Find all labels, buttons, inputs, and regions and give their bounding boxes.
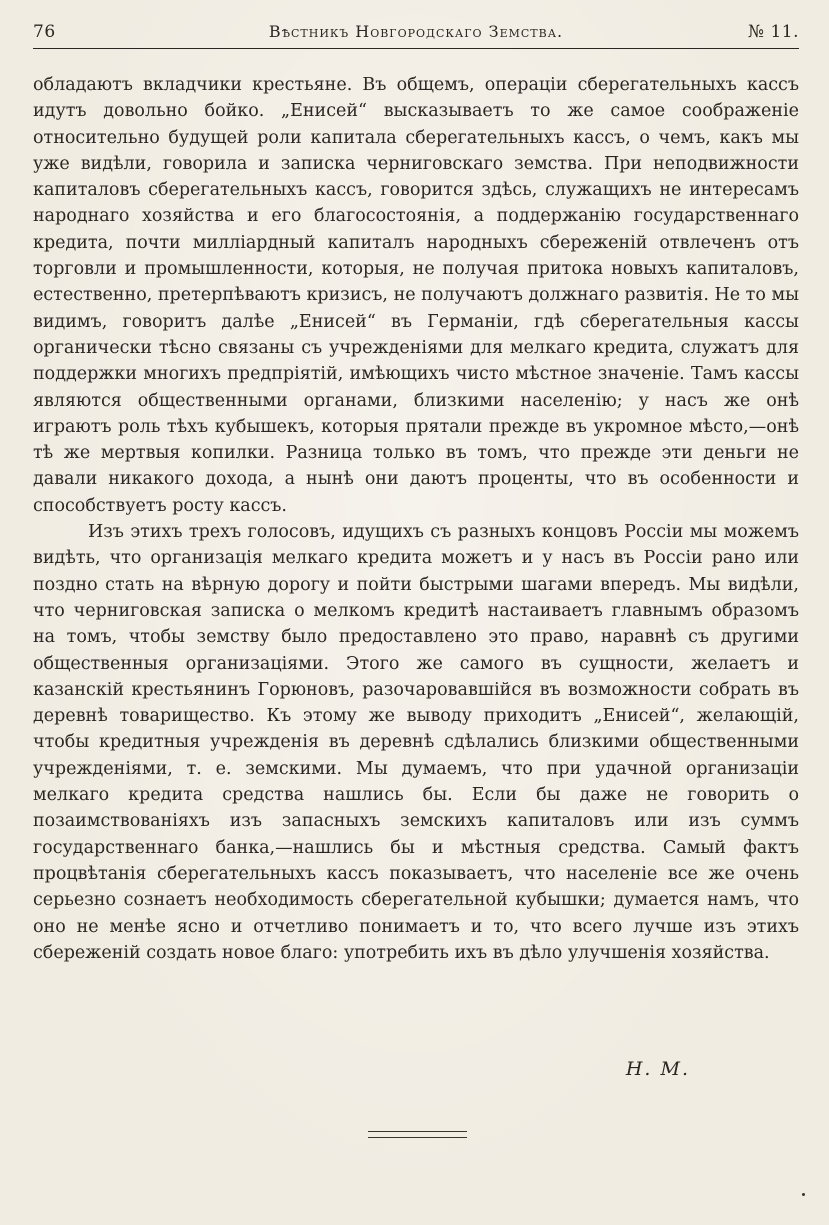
article-body [33, 72, 799, 966]
page-number: 76 [33, 22, 56, 42]
paragraph-1: обладаютъ вкладчики крестьяне. Въ общемъ, операціи сберегательныхъ кассъ идутъ довольно бойко. „Енисей“ высказываетъ то же самое соображеніе относительно будущей роли капитала сберегательныхъ кассъ, о чемъ, какъ мы уже видѣли, говорила и записка черниговскаго земства. При неподвижности капиталовъ сберегательныхъ кассъ, говорится здѣсь, служащихъ не интересамъ народнаго хозяйства и его благосостоянія, а поддержанію государственнаго кредита, почти милліардный капиталъ народныхъ сбереженій отвлеченъ отъ торговли и промышленности, которыя, не получая притока новыхъ капиталовъ, естественно, претерпѣваютъ кризисъ, не получаютъ должнаго развитія. Не то мы видимъ, говоритъ далѣе „Енисей“ въ Германіи, гдѣ сберегательныя кассы органически тѣсно связаны съ учрежденіями для мелкаго кредита, служатъ для поддержки многихъ предпріятій, имѣющихъ чисто мѣстное значеніе. Тамъ кассы являются общественными органами, близкими населенію; у насъ же онѣ играютъ роль тѣхъ кубышекъ, которыя прятали прежде въ укромное мѣсто,—онѣ тѣ же мертвыя копилки. Разница только въ томъ, что прежде эти деньги не давали никакого дохода, а нынѣ они даютъ проценты, что въ особенности и способствуетъ росту кассъ. [33, 75, 799, 516]
end-ornament-rule [368, 1131, 467, 1138]
print-speck [802, 1193, 805, 1196]
issue-number: № 11. [747, 22, 799, 42]
running-header [33, 20, 799, 48]
header-rule [33, 48, 799, 49]
author-signature: Н. М. [625, 1058, 690, 1080]
journal-title: Вѣстникъ Новгородскаго Земства. [268, 22, 564, 41]
paragraph-2: Изъ этихъ трехъ голосовъ, идущихъ съ разныхъ концовъ Россіи мы можемъ видѣть, что организація мелкаго кредита можетъ и у насъ въ Россіи рано или поздно стать на вѣрную дорогу и пойти быстрыми шагами впередъ. Мы видѣли, что черниговская записка о мелкомъ кредитѣ настаиваетъ главнымъ образомъ на томъ, чтобы земству было предоставлено это право, наравнѣ съ другими общественныя организаціями. Этого же самого въ сущности, желаетъ и казанскій крестьянинъ Горюновъ, разочаровавшійся въ возможности собрать въ деревнѣ товарищество. Къ этому же выводу приходитъ „Енисей“, желающій, чтобы кредитныя учрежденія въ деревнѣ сдѣлались близкими общественными учрежденіями, т. е. земскими. Мы думаемъ, что при удачной организаціи мелкаго кредита средства нашлись бы. Если бы даже не говорить о позаимствованіяхъ изъ запасныхъ земскихъ капиталовъ или изъ суммъ государственнаго банка,—нашлись бы и мѣстныя средства. Самый фактъ процвѣтанія сберегательныхъ кассъ показываетъ, что населеніе все же очень серьезно сознаетъ необходимость сберегательной кубышки; думается намъ, что оно не менѣе ясно и отчетливо понимаетъ и то, что всего лучше изъ этихъ сбереженій создать новое благо: употребить ихъ въ дѣло улучшенія хозяйства. [33, 522, 799, 963]
